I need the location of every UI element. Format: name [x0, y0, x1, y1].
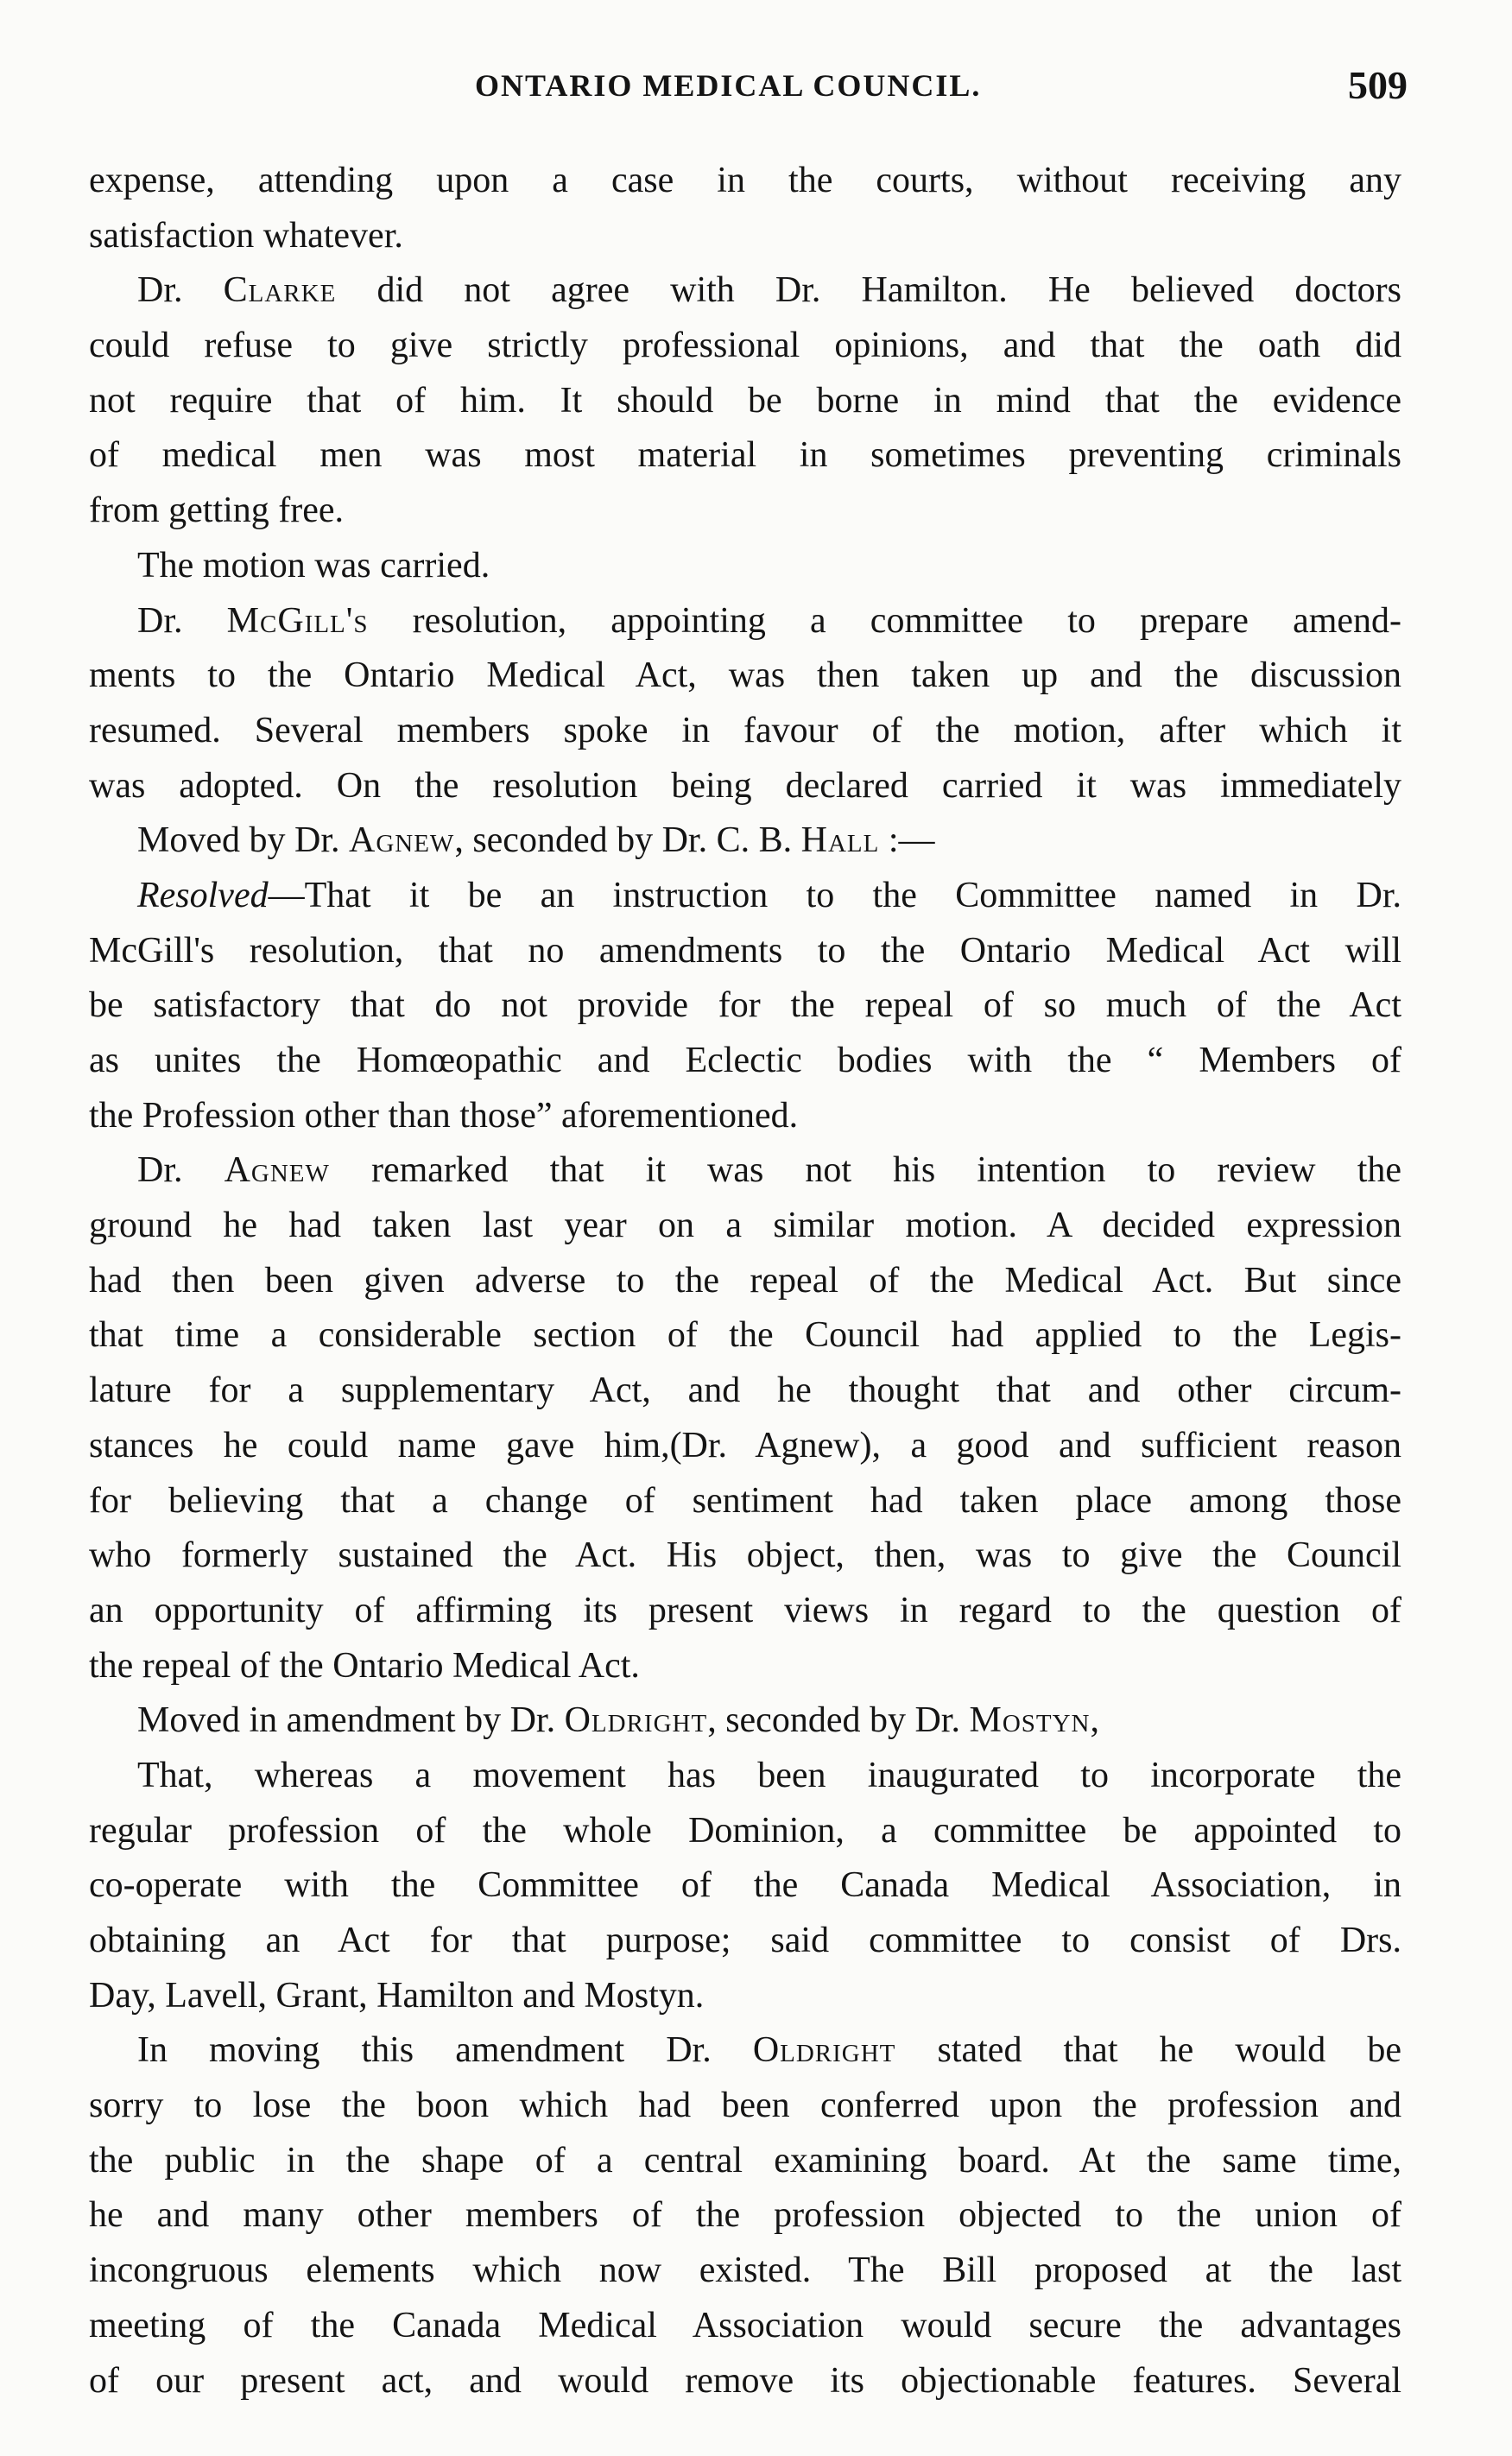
line-text: Moved by Dr.	[137, 820, 349, 861]
line-text: ,	[1090, 1700, 1099, 1741]
line-text: of our present act, and would remove its objectionable features. Several	[89, 2360, 1401, 2401]
line-text: sorry to lose the boon which had been conferred upon the profession and	[89, 2086, 1401, 2126]
text-line	[89, 813, 1401, 869]
running-title: ONTARIO MEDICAL COUNCIL.	[475, 68, 982, 103]
line-text: co-operate with the Committee of the Canada Medical Association, in	[89, 1865, 1401, 1906]
resolved-label: Resolved	[137, 875, 269, 915]
text-line	[89, 428, 1401, 484]
line-text: ground he had taken last year on a similar motion. A decided expression	[89, 1206, 1401, 1246]
text-line	[89, 594, 1401, 649]
speaker-name: Mostyn	[969, 1700, 1091, 1741]
text-line	[89, 924, 1401, 979]
text-line	[89, 1034, 1401, 1089]
line-text: incongruous elements which now existed. The Bill proposed at the last	[89, 2250, 1401, 2291]
line-text: McGill's resolution, that no amendments to the Ontario Medical Act will	[89, 930, 1401, 971]
text-line	[89, 539, 1401, 594]
line-text: regular profession of the whole Dominion, a committee be appointed to	[89, 1810, 1401, 1851]
running-head	[95, 62, 1425, 114]
line-text: not require that of him. It should be borne in mind that the evidence	[89, 380, 1401, 421]
text-line	[89, 1254, 1401, 1309]
line-text: obtaining an Act for that purpose; said committee to consist of Drs.	[89, 1921, 1401, 1960]
text-line	[89, 2188, 1401, 2244]
text-line	[89, 1199, 1401, 1254]
line-text: Dr.	[137, 270, 224, 311]
line-text: ments to the Ontario Medical Act, was then taken up and the discussion	[89, 655, 1401, 696]
line-text: as unites the Homœopathic and Eclectic bodies with the “ Members of	[89, 1041, 1401, 1080]
line-text: meeting of the Canada Medical Association would secure the advantages	[89, 2305, 1401, 2345]
line-text: for believing that a change of sentiment had taken place among those	[89, 1480, 1401, 1521]
text-line	[89, 484, 1401, 539]
line-text: stances he could name gave him,(Dr. Agnew), a good and sufficient reason	[89, 1425, 1401, 1465]
line-text: Dr.	[137, 600, 227, 641]
line-text: lature for a supplementary Act, and he thought that and other circum-	[89, 1370, 1401, 1411]
text-line	[89, 1749, 1401, 1804]
speaker-name: Hall	[800, 820, 880, 861]
line-text: an opportunity of affirming its present views in regard to the question of	[89, 1590, 1401, 1630]
text-line	[89, 1914, 1401, 1969]
text-line	[89, 1969, 1401, 2024]
line-text: remarked that it was not his intention to review the	[329, 1150, 1402, 1191]
line-text: be satisfactory that do not provide for the repeal of so much of the Act	[89, 985, 1401, 1026]
line-text: In moving this amendment Dr.	[137, 2030, 753, 2071]
text-line	[89, 1584, 1401, 1639]
line-text: stated that he would be	[895, 2030, 1401, 2071]
line-text: had then been given adverse to the repeal of the Medical Act. But since	[89, 1260, 1401, 1301]
line-text: Dr.	[137, 1150, 225, 1191]
line-text: That, whereas a movement has been inaugurated to incorporate the	[137, 1755, 1401, 1795]
text-line	[89, 263, 1401, 319]
line-text: from getting free.	[89, 491, 345, 531]
text-line	[89, 319, 1401, 374]
speaker-name: Oldright	[564, 1700, 708, 1741]
line-text: The motion was carried.	[137, 545, 490, 586]
text-line	[89, 1143, 1401, 1199]
line-text: :—	[879, 820, 935, 861]
line-text: that time a considerable section of the Council had applied to the Legis-	[89, 1315, 1401, 1356]
line-text: , seconded by Dr. C. B.	[454, 820, 801, 861]
text-line	[89, 2354, 1401, 2409]
text-line	[89, 649, 1401, 704]
text-line	[89, 759, 1401, 814]
line-text: who formerly sustained the Act. His object, then, was to give the Council	[89, 1535, 1401, 1576]
line-text: the Profession other than those” aforementioned.	[89, 1095, 799, 1136]
text-line	[89, 1804, 1401, 1859]
text-line	[89, 374, 1401, 429]
text-line	[89, 1089, 1401, 1144]
text-line	[89, 2134, 1401, 2189]
line-text: of medical men was most material in sometimes preventing criminals	[89, 435, 1401, 476]
speaker-name: Clarke	[223, 270, 337, 311]
line-text: the public in the shape of a central examining board. At the same time,	[89, 2140, 1401, 2181]
text-line	[89, 1529, 1401, 1584]
line-text: resumed. Several members spoke in favour of the motion, after which it	[89, 710, 1401, 750]
text-line	[89, 1858, 1401, 1914]
line-text: expense, attending upon a case in the courts, without receiving any	[89, 161, 1401, 200]
text-line	[89, 2023, 1401, 2079]
text-line	[89, 869, 1401, 924]
line-text: the repeal of the Ontario Medical Act.	[89, 1645, 640, 1686]
line-text: satisfaction whatever.	[89, 215, 403, 256]
page-number: 509	[1348, 63, 1408, 107]
line-text: resolution, appointing a committee to prepare amend-	[368, 600, 1402, 641]
text-line	[89, 1364, 1401, 1419]
text-line	[89, 2299, 1401, 2354]
text-line	[89, 2244, 1401, 2299]
line-text: could refuse to give strictly professional opinions, and that the oath did	[89, 326, 1401, 366]
line-text: Day, Lavell, Grant, Hamilton and Mostyn.	[89, 1975, 705, 2016]
line-text: Moved in amendment by Dr.	[137, 1700, 565, 1741]
body-text	[89, 154, 1401, 2409]
speaker-name: Oldright	[752, 2030, 896, 2071]
line-text: did not agree with Dr. Hamilton. He believed doctors	[336, 270, 1401, 311]
line-text: he and many other members of the profession objected to the union of	[89, 2195, 1401, 2236]
speaker-name: McGill's	[226, 600, 369, 641]
line-text: was adopted. On the resolution being declared carried it was immediately	[89, 765, 1401, 806]
text-line	[89, 978, 1401, 1034]
speaker-name: Agnew	[349, 820, 455, 861]
text-line	[89, 1474, 1401, 1529]
text-line	[89, 1639, 1401, 1694]
text-line	[89, 704, 1401, 759]
text-line	[89, 1308, 1401, 1364]
speaker-name: Agnew	[224, 1150, 330, 1191]
text-line	[89, 154, 1401, 209]
text-line	[89, 209, 1401, 264]
text-line	[89, 1419, 1401, 1474]
text-line	[89, 2079, 1401, 2134]
text-line	[89, 1693, 1401, 1749]
line-text: —That it be an instruction to the Committee named in Dr.	[268, 875, 1401, 915]
line-text: , seconded by Dr.	[707, 1700, 970, 1741]
